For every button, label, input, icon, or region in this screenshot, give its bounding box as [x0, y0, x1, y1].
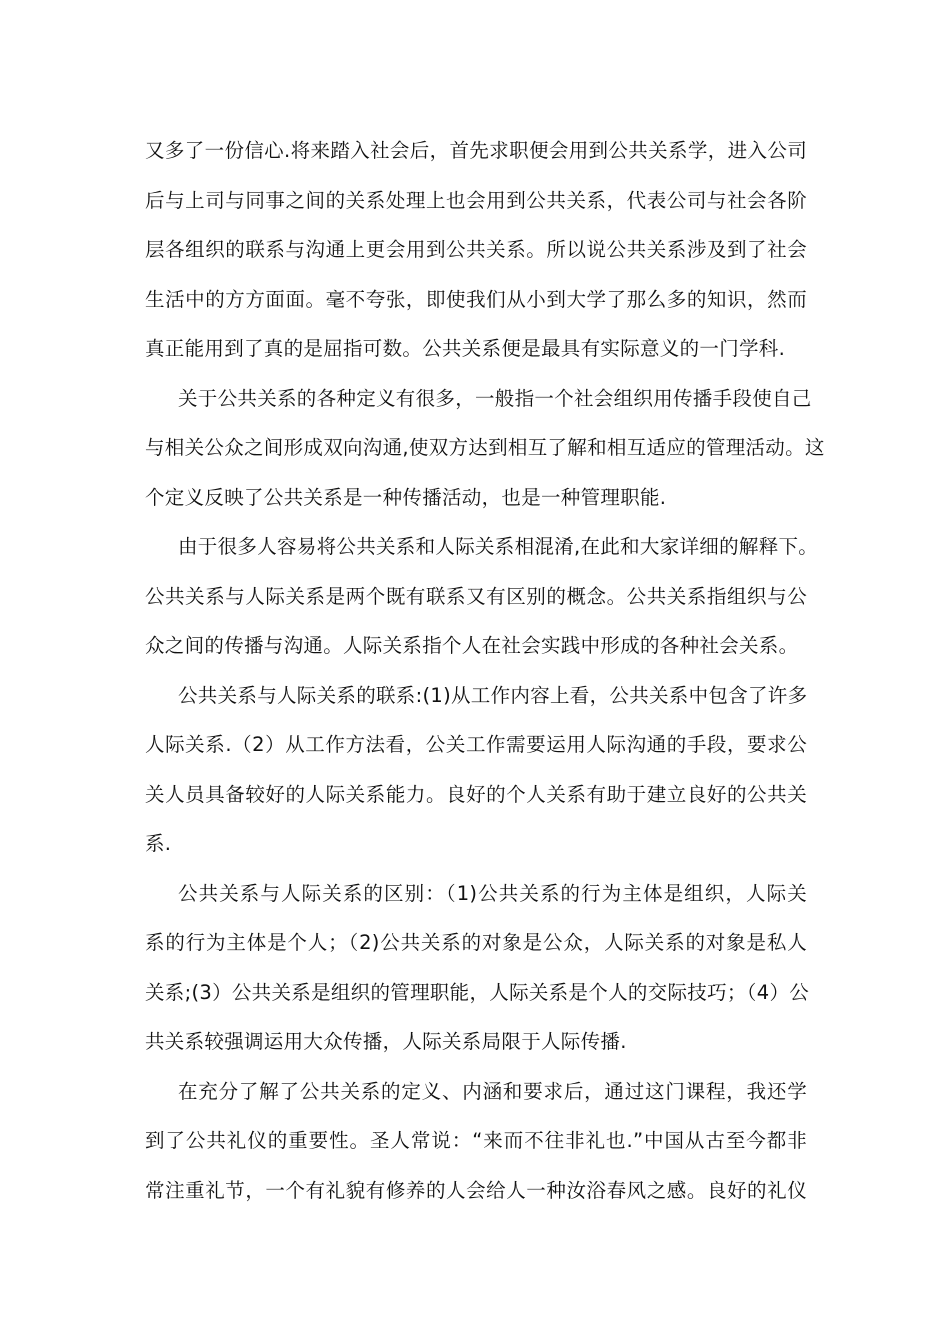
text-line: 公共关系与人际关系的区别：（1)公共关系的行为主体是组织，人际关 [178, 881, 807, 905]
text-line: 又多了一份信心.将来踏入社会后，首先求职便会用到公共关系学，进入公司 [145, 139, 807, 162]
text-line: 在充分了解了公共关系的定义、内涵和要求后，通过这门课程，我还学 [178, 1079, 807, 1103]
text-line: 系的行为主体是个人；（2)公共关系的对象是公众，人际关系的对象是私人 [145, 931, 807, 954]
text-line: 常注重礼节，一个有礼貌有修养的人会给人一种汝浴春风之感。良好的礼仪 [145, 1178, 807, 1202]
text-line: 真正能用到了真的是屈指可数。公共关系便是最具有实际意义的一门学科. [145, 337, 786, 360]
text-line: 与相关公众之间形成双向沟通,使双方达到相互了解和相互适应的管理活动。这 [145, 436, 825, 459]
text-line: 关于公共关系的各种定义有很多，一般指一个社会组织用传播手段使自己 [178, 386, 812, 410]
text-line: 共关系较强调运用大众传播，人际关系局限于人际传播. [145, 1030, 627, 1053]
text-line: 个定义反映了公共关系是一种传播活动，也是一种管理职能. [145, 485, 667, 509]
text-line: 人际关系.（2）从工作方法看，公关工作需要运用人际沟通的手段，要求公 [145, 733, 807, 756]
text-line: 关人员具备较好的人际关系能力。良好的个人关系有助于建立良好的公共关 [145, 782, 807, 806]
text-line: 生活中的方方面面。毫不夸张，即使我们从小到大学了那么多的知识，然而 [145, 287, 807, 311]
document-page [145, 126, 825, 1215]
text-line: 系. [145, 832, 172, 855]
text-line: 到了公共礼仪的重要性。圣人常说：“来而不往非礼也.”中国从古至今都非 [145, 1129, 807, 1152]
text-line: 由于很多人容易将公共关系和人际关系相混淆,在此和大家详细的解释下。 [178, 535, 819, 558]
text-line: 众之间的传播与沟通。人际关系指个人在社会实践中形成的各种社会关系。 [145, 634, 799, 657]
text-line: 关系;(3）公共关系是组织的管理职能，人际关系是个人的交际技巧；（4）公 [145, 980, 810, 1004]
text-line: 层各组织的联系与沟通上更会用到公共关系。所以说公共关系涉及到了社会 [145, 238, 807, 261]
text-line: 公共关系与人际关系是两个既有联系又有区别的概念。公共关系指组织与公 [145, 584, 807, 608]
text-line: 公共关系与人际关系的联系:(1)从工作内容上看，公共关系中包含了许多 [178, 683, 808, 707]
text-line: 后与上司与同事之间的关系处理上也会用到公共关系，代表公司与社会各阶 [145, 188, 807, 212]
